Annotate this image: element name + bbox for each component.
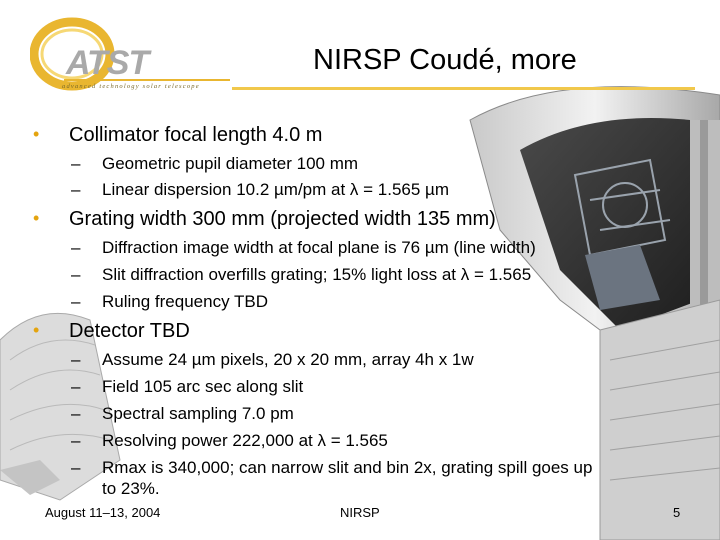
sub-bullet-continuation: to 23%.	[102, 479, 160, 498]
bullet-text: Collimator focal length 4.0 m	[69, 124, 323, 146]
sub-bullet-text: Linear dispersion 10.2 µm/pm at λ = 1.565 µm	[102, 180, 450, 199]
dash-icon: –	[71, 350, 81, 369]
bullet-dot-icon: •	[33, 208, 40, 228]
bullet-item	[33, 124, 323, 147]
sub-bullet-text: Rmax is 340,000; can narrow slit and bin 2x, grating spill goes up	[102, 458, 593, 477]
sub-bullet-item	[71, 377, 304, 397]
logo-text: ATST	[66, 44, 149, 82]
page-number: 5	[673, 505, 681, 520]
bullet-text: Detector TBD	[69, 320, 190, 342]
sub-bullet-text: Spectral sampling 7.0 pm	[102, 404, 294, 423]
dash-icon: –	[71, 404, 81, 423]
dash-icon: –	[71, 180, 81, 199]
sub-bullet-text: Geometric pupil diameter 100 mm	[102, 154, 359, 173]
sub-bullet-item	[71, 431, 388, 451]
bullet-text: Grating width 300 mm (projected width 135 mm)	[69, 208, 496, 230]
sub-bullet-text: Assume 24 µm pixels, 20 x 20 mm, array 4h x 1w	[102, 350, 474, 369]
sub-bullet-text: Ruling frequency TBD	[102, 292, 268, 311]
dash-icon: –	[71, 265, 81, 284]
sub-bullet-item	[71, 292, 268, 312]
logo-tagline: advanced technology solar telescope	[62, 83, 200, 90]
dash-icon: –	[71, 431, 81, 450]
sub-bullet-text: Resolving power 222,000 at λ = 1.565	[102, 431, 388, 450]
sub-bullet-text: Slit diffraction overfills grating; 15% light loss at λ = 1.565	[102, 265, 532, 284]
footer-center: NIRSP	[340, 505, 380, 520]
bullet-item	[33, 208, 496, 231]
sub-bullet-item	[71, 458, 593, 478]
dash-icon: –	[71, 377, 81, 396]
sub-bullet-item	[71, 238, 536, 258]
footer-date: August 11–13, 2004	[45, 505, 161, 520]
bullet-item	[33, 320, 190, 343]
bullet-dot-icon: •	[33, 320, 40, 340]
title-divider	[232, 87, 695, 90]
dash-icon: –	[71, 292, 81, 311]
sub-bullet-item	[71, 350, 474, 370]
sub-bullet-item	[71, 404, 294, 424]
dash-icon: –	[71, 238, 81, 257]
sub-bullet-item	[71, 180, 450, 200]
sub-bullet-item	[71, 265, 532, 285]
dash-icon: –	[71, 154, 81, 173]
sub-bullet-item	[71, 154, 359, 174]
bullet-dot-icon: •	[33, 124, 40, 144]
slide-title: NIRSP Coudé, more	[313, 44, 577, 76]
sub-bullet-text: Diffraction image width at focal plane is 76 µm (line width)	[102, 238, 536, 257]
sub-bullet-text: Field 105 arc sec along slit	[102, 377, 304, 396]
dash-icon: –	[71, 458, 81, 477]
